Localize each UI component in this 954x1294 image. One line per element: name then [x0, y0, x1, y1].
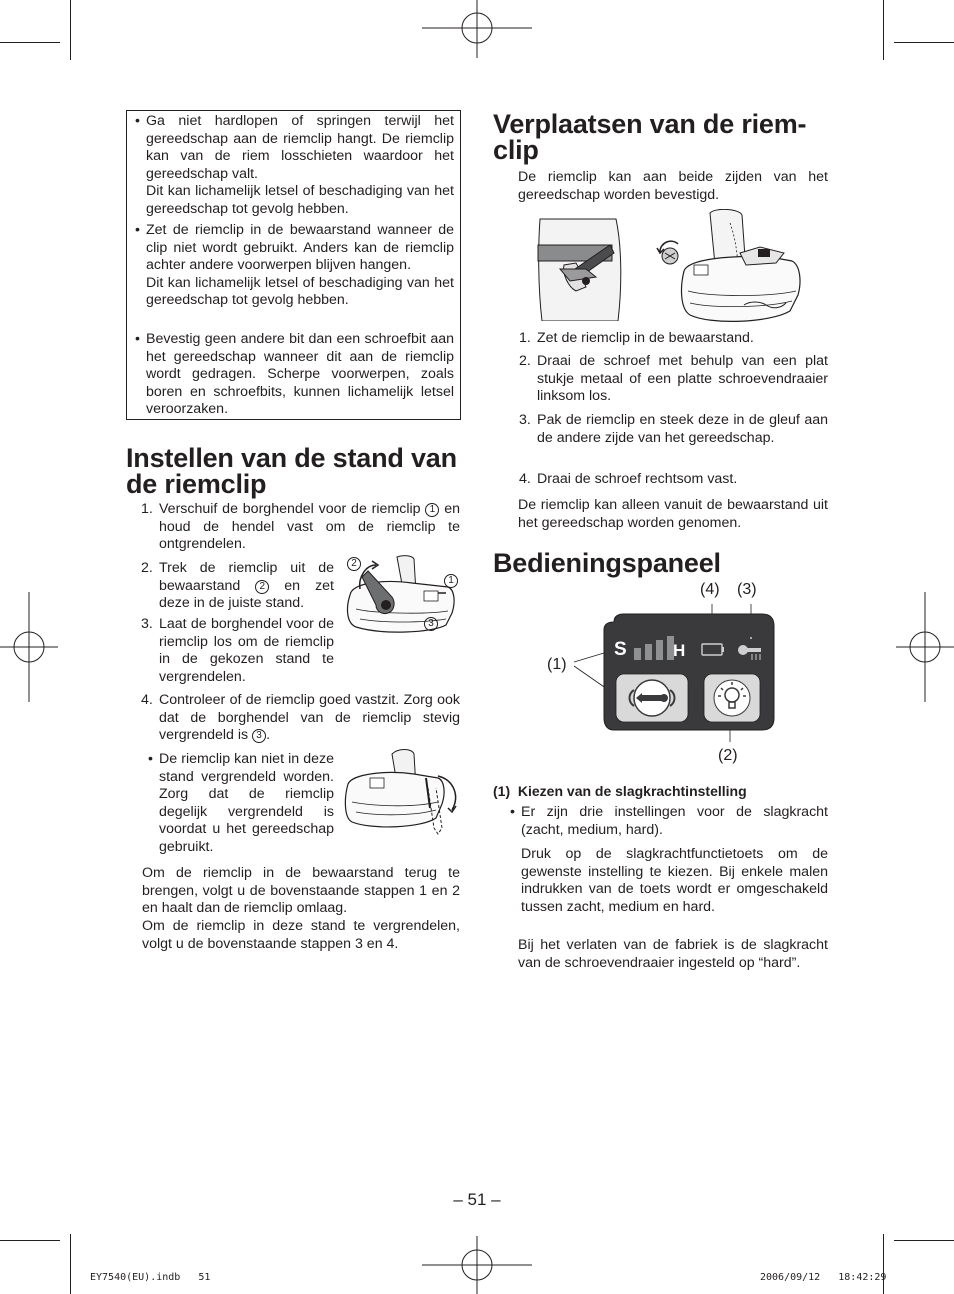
callout-label-3: (3): [737, 581, 757, 598]
callout-label-1: (1): [547, 656, 567, 673]
page-number: – 51 –: [453, 1190, 501, 1209]
callout-circle: 1: [425, 503, 439, 517]
registration-mark-right: [894, 592, 954, 702]
move-step-3: 3. Pak de riemclip en steek deze in de gleuf aan de andere zijde van het gereedschap.: [519, 412, 828, 446]
move-step-1: 1. Zet de riemclip in de bewaarstand.: [519, 330, 754, 346]
move-intro: De riemclip kan aan beide zijden van het gereedschap worden bevestigd.: [518, 169, 828, 203]
registration-mark-bottom: [422, 1234, 532, 1294]
panel-bullet: • Er zijn drie instellingen voor de slagkracht (zacht, medium, hard).: [510, 804, 828, 838]
stand-paragraph-1: Om de riemclip in de bewaarstand terug te brengen, volgt u de bovenstaande stappen 1 en 2 en haalt dan de riemclip omlaag.: [142, 865, 460, 917]
registration-mark-top: [422, 0, 532, 60]
warning-item-2: • Zet de riemclip in de bewaarstand wanneer de clip niet wordt gebruikt. Anders kan de riemclip achter andere voorwerpen blijven hangen. Dit kan lichamelijk letsel of beschadiging van het gereedschap tot gevolg hebben.: [135, 222, 454, 309]
panel-hard-label: H: [673, 641, 686, 660]
belt-clip-on-belt-illustration: [536, 217, 626, 321]
panel-paragraph-2: Bij het verlaten van de fabriek is de slagkracht van de schroevendraaier ingesteld op “hard”.: [518, 937, 828, 971]
stand-step-1: 1. Verschuif de borghendel voor de riemclip 1 en houd de hendel vast om de riemclip te ontgrendelen.: [141, 501, 460, 553]
stand-note: • De riemclip kan niet in deze stand vergrendeld worden. Zorg dat de riemclip degelijk vergrendeld is voordat u het gereedschap gebruikt.: [148, 751, 334, 855]
registration-mark-left: [0, 592, 60, 702]
section-title-stand: Instellen van de stand van de riemclip: [126, 443, 457, 499]
belt-clip-lock-illustration: [342, 748, 460, 840]
tool-side-illustration: [680, 209, 805, 327]
panel-paragraph-1: Druk op de slagkrachtfunctietoets om de gewenste instelling te kiezen. Bij enkele malen indrukken van de toets wordt er omgeschakeld tussen zacht, medium en hard.: [521, 846, 828, 915]
warning-text: Zet de riemclip in de bewaarstand wanneer de clip niet wordt gebruikt. Anders kan de riemclip achter andere voorwerpen blijven hangen.: [146, 222, 454, 274]
panel-subheading: (1) Kiezen van de slagkrachtinstelling: [493, 783, 747, 799]
figure-label: 1: [444, 574, 458, 588]
figure-label: 2: [347, 557, 361, 571]
stand-step-4: 4. Controleer of de riemclip goed vastzit. Zorg ook dat de borghendel van de riemclip stevig vergrendeld is 3 .: [141, 692, 460, 744]
warning-text: Dit kan lichamelijk letsel of beschadiging van het gereedschap tot gevolg hebben.: [146, 183, 454, 217]
section-title-panel: Bedieningspaneel: [493, 548, 721, 578]
callout-circle: 2: [255, 580, 269, 594]
move-step-4: 4. Draai de schroef rechtsom vast.: [519, 471, 738, 487]
section-title-move: Verplaatsen van de riem- clip: [493, 109, 807, 165]
footer-file-info: EY7540(EU).indb 51: [90, 1272, 211, 1283]
warning-text: Ga niet hardlopen of springen terwijl het gereedschap aan de riemclip hangt. De riemclip kan van de riem losschieten waardoor het gereedschap valt.: [146, 113, 454, 182]
warning-text: Dit kan lichamelijk letsel of beschadiging van het gereedschap tot gevolg hebben.: [146, 274, 454, 309]
warning-item-3: • Bevestig geen andere bit dan een schroefbit aan het gereedschap wanneer dit aan de riemclip wordt gedragen. Scherpe voorwerpen, zoals boren en schroefbits, kunnen lichamelijk letsel veroorzaken.: [135, 331, 454, 418]
figure-label: 3: [424, 617, 438, 631]
move-outro: De riemclip kan alleen vanuit de bewaarstand uit het gereedschap worden genomen.: [518, 497, 828, 531]
callout-label-2: (2): [718, 747, 738, 764]
move-step-2: 2. Draai de schroef met behulp van een plat stukje metaal of een platte schroevendraaier linksom los.: [519, 353, 828, 405]
warning-item-1: • Ga niet hardlopen of springen terwijl het gereedschap aan de riemclip hangt. De riemclip kan van de riem losschieten waardoor het gereedschap valt. Dit kan lichamelijk letsel of beschadiging van het gereedschap tot gevolg hebben.: [135, 113, 454, 217]
stand-paragraph-2: Om de riemclip in deze stand te vergrendelen, volgt u de bovenstaande stappen 3 en 4.: [142, 918, 460, 952]
callout-label-4: (4): [700, 581, 720, 598]
panel-soft-label: S: [614, 639, 627, 660]
stand-step-3: 3. Laat de borghendel voor de riemclip los om de riemclip in de gekozen stand te vergrendelen.: [141, 616, 334, 685]
stand-step-2: 2. Trek de riemclip uit de bewaarstand 2 en zet deze in de juiste stand.: [141, 560, 334, 612]
warning-text: Bevestig geen andere bit dan een schroefbit aan het gereedschap wanneer dit aan de riemclip wordt gedragen. Scherpe voorwerpen, zoals boren en schroefbits, kunnen lichamelijk letsel veroorzaken.: [146, 331, 454, 418]
control-panel-illustration: [566, 600, 778, 746]
callout-circle: 3: [252, 729, 266, 743]
footer-timestamp: 2006/09/12 18:42:29: [760, 1272, 887, 1283]
